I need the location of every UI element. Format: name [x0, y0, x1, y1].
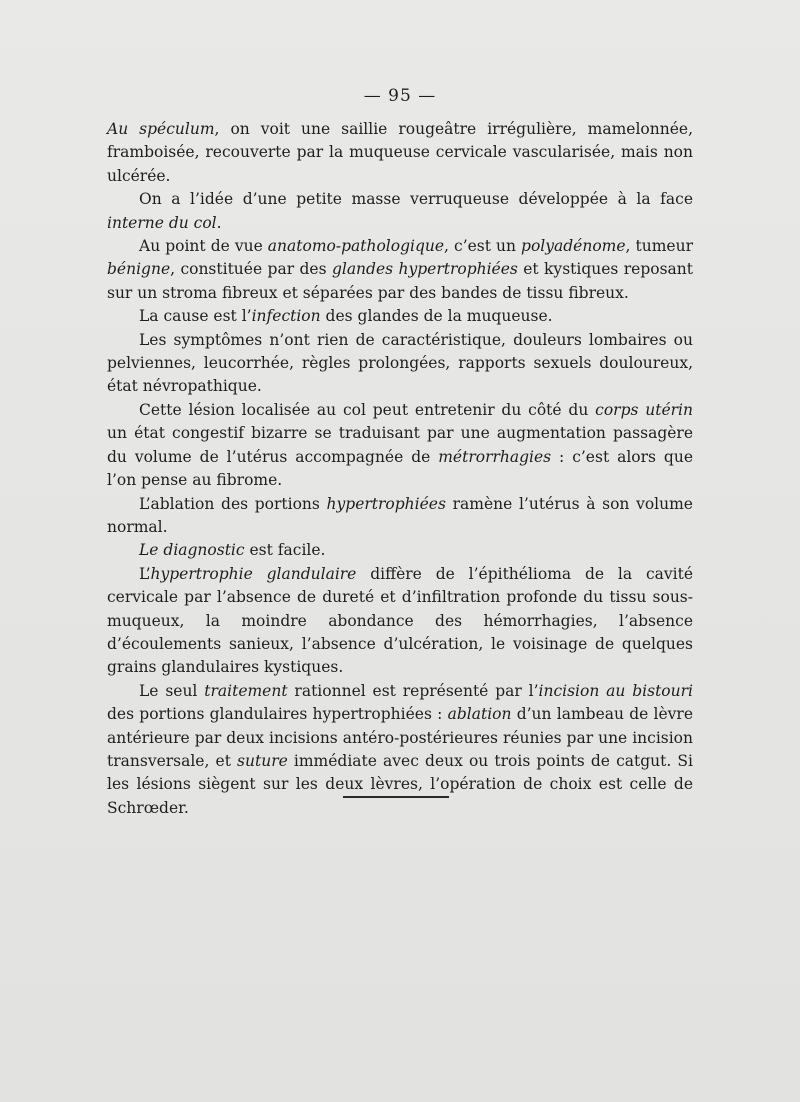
text-run: On a l’idée d’une petite masse verruqueuse développée à la face — [139, 190, 693, 209]
text-run: Au point de vue — [139, 237, 268, 256]
end-rule — [343, 796, 449, 798]
text-run: et kystiques reposant sur un stroma fibreux et séparées par des bandes de tissu fibreux. — [107, 260, 693, 302]
text-run: des glandes de la muqueuse. — [320, 307, 553, 326]
paragraph-idea — [107, 188, 693, 235]
text-run: diffère de l’épithélioma de la cavité cervicale par l’absence de dureté et d’infiltration profonde du tissu sous-muqueux, la moindre abondance des hémorrhagies, l’absence d’écoulements sanieux, l’absence d’ulcération, le voisinage de quelques grains glandulaires kystiques. — [107, 564, 694, 677]
paragraph-speculum — [107, 118, 693, 188]
paragraph-treatment — [107, 680, 693, 820]
italic-term: Le diagnostic — [139, 541, 245, 560]
italic-term: interne du col — [107, 213, 217, 232]
italic-term: bénigne — [107, 260, 171, 279]
italic-term: anatomo-pathologique — [267, 237, 445, 256]
italic-term: infection — [251, 307, 321, 326]
text-run: La cause est l’ — [139, 307, 252, 326]
paragraph-diagnosis — [107, 539, 693, 562]
italic-term: polyadénome — [521, 237, 626, 256]
text-run: L’ — [139, 564, 151, 583]
text-run: L’ablation des portions — [139, 494, 327, 513]
text-run: ramène l’utérus à son volume normal. — [107, 494, 693, 536]
page-number: — 95 — — [363, 86, 437, 106]
paragraph-pathology — [107, 235, 693, 305]
text-run: un état congestif bizarre se traduisant par une augmentation passagère du volume de l’utérus accompagnée de — [107, 424, 693, 466]
text-run: , on voit une saillie rougeâtre irrégulière, mamelonnée, framboisée, recouverte par la muqueuse cervicale vascularisée, mais non ulcérée. — [107, 120, 693, 185]
text-run: , c’est un — [444, 237, 522, 256]
italic-term: Au spéculum — [107, 120, 215, 138]
italic-term: traitement — [204, 681, 288, 700]
text-run: . — [216, 213, 222, 232]
text-run: immédiate avec deux ou trois points de catgut. Si les lésions siègent sur les deux lèvres, l’opération de choix est celle de Schrœder. — [107, 751, 693, 817]
italic-term: hypertrophie glandulaire — [150, 564, 357, 583]
italic-term: suture — [237, 751, 288, 770]
text-run: est facile. — [244, 541, 326, 560]
text-run: d’un lambeau de lèvre antérieure par deux incisions antéro-postérieures réunies par une incision transversale, et — [107, 705, 693, 770]
text-run: , constituée par des — [170, 260, 332, 279]
text-run: rationnel est représenté par l’ — [287, 681, 539, 700]
text-run: des portions glandulaires hypertrophiées : — [107, 705, 448, 724]
paragraph-hypertrophy — [107, 563, 693, 680]
text-run: Cette lésion localisée au col peut entretenir du côté du — [139, 400, 596, 419]
text-run: , tumeur — [625, 237, 693, 256]
paragraph-symptoms — [107, 329, 693, 399]
italic-term: hypertrophiées — [326, 494, 446, 513]
italic-term: corps utérin — [595, 400, 693, 419]
paragraph-lesion — [107, 399, 693, 493]
paragraph-cause — [107, 305, 693, 328]
paragraph-ablation — [107, 493, 693, 540]
italic-term: ablation — [447, 705, 512, 724]
text-run: Les symptômes n’ont rien de caractéristique, douleurs lombaires ou pelviennes, leucorrhée, règles prolongées, rapports sexuels douloureux, état névropathique. — [107, 330, 693, 396]
text-run: : c’est alors que l’on pense au fibrome. — [107, 447, 693, 490]
body-text — [107, 118, 693, 820]
text-run: Le seul — [139, 681, 205, 700]
italic-term: glandes hypertrophiées — [331, 260, 518, 279]
italic-term: métrorrhagies — [438, 447, 552, 466]
italic-term: incision au bistouri — [538, 681, 693, 700]
